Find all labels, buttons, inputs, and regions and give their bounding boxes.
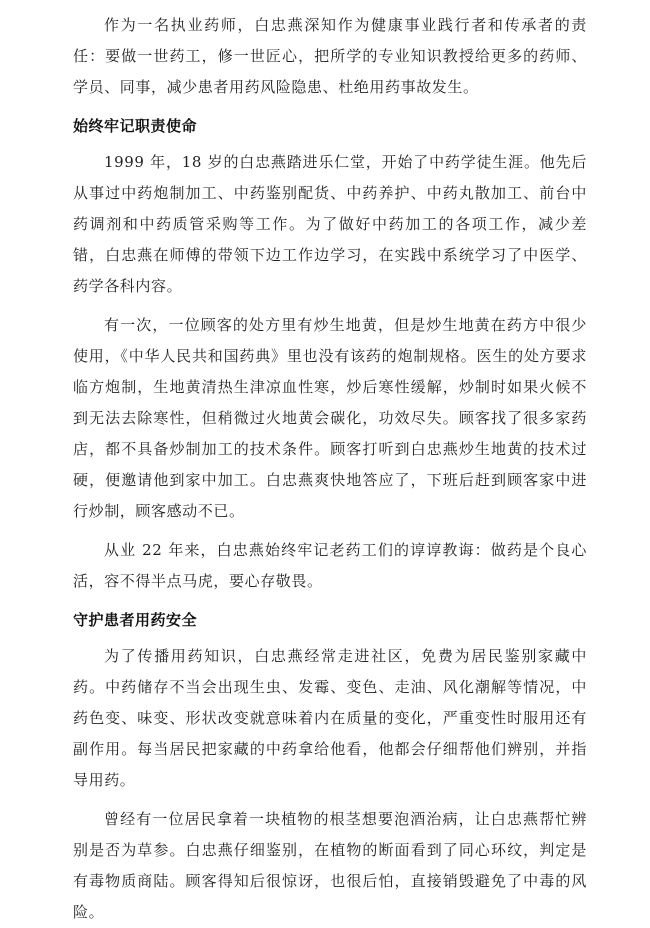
section-heading-safety: 守护患者用药安全 <box>73 611 198 629</box>
paragraph-community-service: 为了传播用药知识，白忠燕经常走进社区，免费为居民鉴别家藏中药。中药储存不当会出现生虫、发霉、变色、走油、风化潮解等情况，中药色变、味变、形状改变就意味着内在质量的变化，严重变性时服用还有副作用。每当居民把家藏的中药拿给他看，他都会仔细帮他们辨别，并指导用药。 <box>73 647 587 789</box>
paragraph-shanglu-story: 曾经有一位居民拿着一块植物的根茎想要泡酒治病，让白忠燕帮忙辨别是否为草参。白忠燕仔细鉴别，在植物的断面看到了同心环纹，判定是有毒物质商陆。顾客得知后很惊讶，也很后怕，直接销毁避免了中毒的风险。 <box>73 810 587 921</box>
intro-paragraph: 作为一名执业药师，白忠燕深知作为健康事业践行者和传承者的责任：要做一世药工，修一世匠心，把所学的专业知识教授给更多的药师、学员、同事，减少患者用药风险隐患、杜绝用药事故发生。 <box>73 16 587 96</box>
paragraph-22-years: 从业 22 年来，白忠燕始终牢记老药工们的谆谆教诲：做药是个良心活，容不得半点马虎，要心存敬畏。 <box>73 541 587 590</box>
section-heading-duty: 始终牢记职责使命 <box>73 117 198 135</box>
paragraph-rehmannia-story: 有一次，一位顾客的处方里有炒生地黄，但是炒生地黄在药方中很少使用，《中华人民共和国药典》里也没有该药的炮制规格。医生的处方要求临方炮制，生地黄清热生津凉血性寒，炒后寒性缓解，炒制时如果火候不到无法去除寒性，但稍微过火地黄会碳化，功效尽失。顾客找了很多家药店，都不具备炒制加工的技术条件。顾客打听到白忠燕炒生地黄的技术过硬，便邀请他到家中加工。白忠燕爽快地答应了，下班后赶到顾客家中进行炒制，顾客感动不已。 <box>73 316 587 520</box>
paragraph-apprenticeship: 1999 年，18 岁的白忠燕踏进乐仁堂，开始了中药学徒生涯。他先后从事过中药炮制加工、中药鉴别配货、中药养护、中药丸散加工、前台中药调剂和中药质管采购等工作。为了做好中药加工的各项工作，减少差错，白忠燕在师傅的带领下边工作边学习，在实践中系统学习了中医学、药学各科内容。 <box>73 153 587 295</box>
